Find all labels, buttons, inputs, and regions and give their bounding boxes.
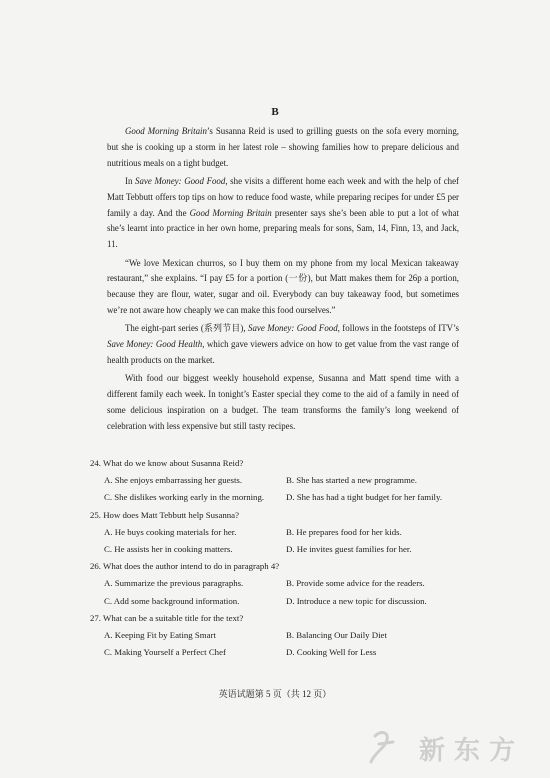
option-c: C. Add some background information. [104, 595, 240, 606]
option-c: C. He assists her in cooking matters. [104, 543, 233, 554]
option-c: C. Making Yourself a Perfect Chef [104, 647, 226, 658]
show-title: Save Money: Good Health [107, 339, 203, 350]
question-stem: 25. How does Matt Tebbutt help Susanna? [90, 509, 239, 520]
option-a: A. Summarize the previous paragraphs. [104, 578, 244, 589]
question-stem: 27. What can be a suitable title for the text? [90, 612, 244, 623]
option-d: D. She has had a tight budget for her family. [286, 492, 443, 503]
paragraph-4: The eight-part series (系列节目), Save Money: Good Food, follows in the footsteps of ITV’s Save Money: Good Health, which gave viewers advice on how to get value from the vast range of health products on the market. [107, 323, 460, 365]
question-25 [90, 507, 470, 559]
question-27 [90, 610, 470, 662]
question-26 [90, 558, 470, 610]
option-c: C. She dislikes working early in the morning. [104, 492, 265, 503]
option-a: A. She enjoys embarrassing her guests. [104, 475, 243, 486]
option-d: D. Cooking Well for Less [286, 647, 377, 658]
option-a: A. Keeping Fit by Eating Smart [104, 629, 216, 640]
paragraph-2: In Save Money: Good Food, she visits a different home each week and with the help of chef Matt Tebbutt offers top tips on how to reduce food waste, while preparing recipes for under £5 per family a day. And the Good Morning Britain presenter says she’s been able to put a lot of what she’s learnt into practice in her own home, preparing meals for sons, Sam, 14, Finn, 13, and Jack, 11. [107, 175, 459, 250]
question-stem: 24. What do we know about Susanna Reid? [90, 458, 244, 468]
show-title: Save Money: Good Food [135, 175, 226, 186]
option-d: D. Introduce a new topic for discussion. [286, 595, 427, 606]
section-letter: B [271, 106, 279, 118]
paragraph-5: With food our biggest weekly household expense, Susanna and Matt spend time with a different family each week. In tonight’s Easter special they come to the aid of a family in need of some delicious inspiration on a budget. The team transforms the family’s long weekend of celebration with less expensive but still tasty recipes. [107, 373, 459, 431]
question-list [90, 455, 470, 661]
option-d: D. He invites guest families for her. [286, 543, 412, 554]
watermark-text: 新 东 方 [418, 736, 516, 766]
show-title: Good Morning Britain [189, 207, 272, 218]
paragraph-1: Good Morning Britain’s Susanna Reid is used to grilling guests on the sofa every morning, but she is cooking up a storm in her latest role – showing families how to prepare delicious and nutritious meals on a tight budget. [107, 126, 459, 168]
question-stem: 26. What does the author intend to do in paragraph 4? [90, 561, 280, 572]
page-footer: 英语试题第 5 页（共 12 页） [218, 689, 332, 699]
watermark-logo-icon [367, 728, 542, 768]
paragraph-3: “We love Mexican churros, so I buy them on my phone from my local Mexican takeaway restaurant,” she explains. “I pay £5 for a portion (一份), but Matt makes them for 26p a portion, because they are flour, water, sugar and oil. Everybody can buy takeaway food, but sometimes we’re not aware how cheaply we can make this food ourselves.” [107, 257, 459, 315]
show-title: Save Money: Good Food [248, 323, 338, 334]
option-b: B. Provide some advice for the readers. [286, 578, 425, 589]
question-24 [90, 455, 470, 507]
option-a: A. He buys cooking materials for her. [104, 526, 237, 537]
option-b: B. She has started a new programme. [286, 475, 417, 486]
reading-passage [107, 124, 459, 437]
show-title: Good Morning Britain [125, 126, 207, 136]
option-b: B. Balancing Our Daily Diet [286, 629, 387, 640]
option-b: B. He prepares food for her kids. [286, 526, 402, 537]
